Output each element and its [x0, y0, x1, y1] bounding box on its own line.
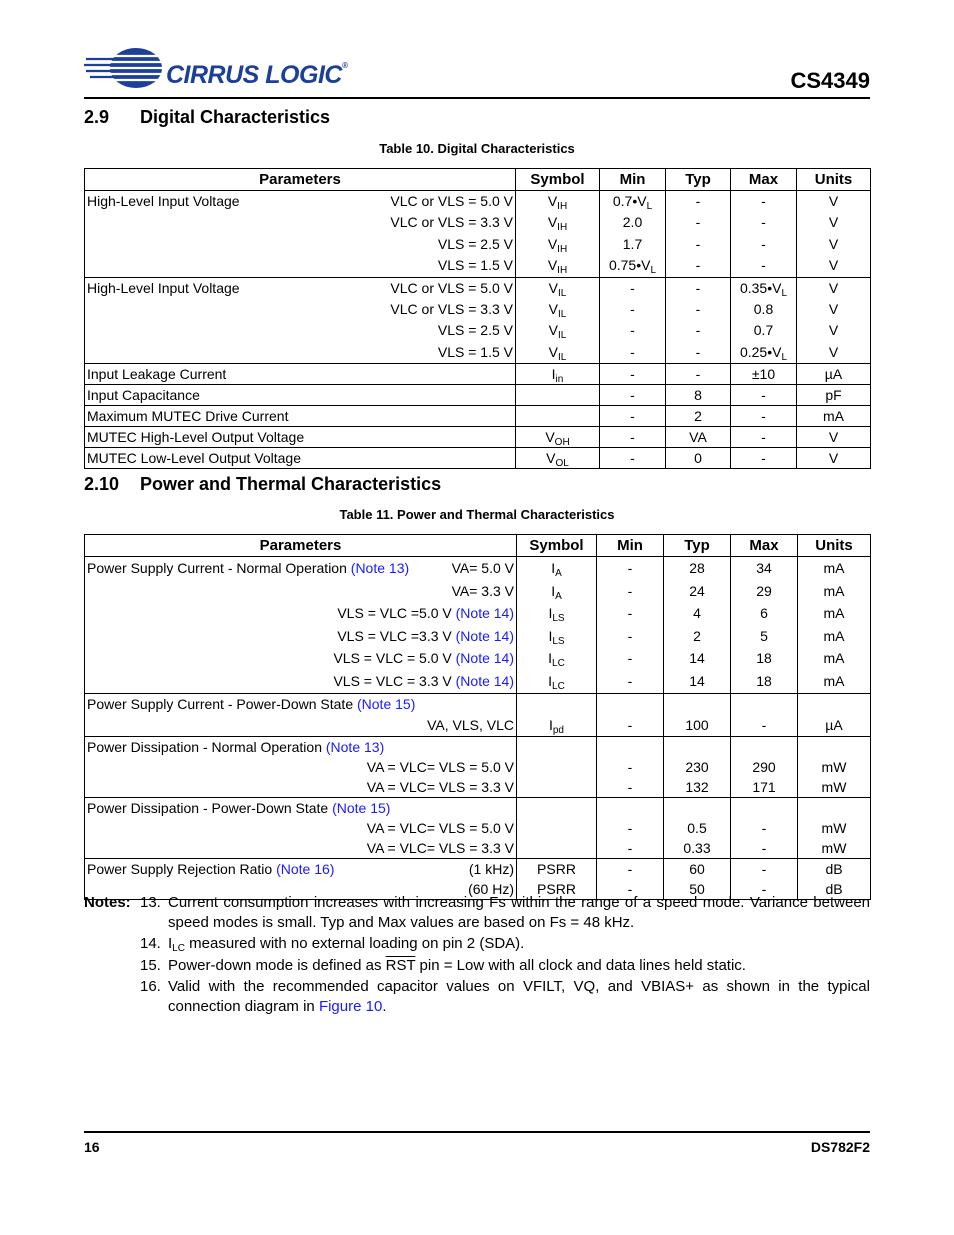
section-heading-power: 2.10 Power and Thermal Characteristics	[84, 474, 442, 494]
symbol-value: $V_{IL}$	[548, 322, 567, 342]
symbol-value: $V_{IH}$	[547, 257, 568, 277]
min-value: -	[627, 627, 633, 644]
column-header: Symbol	[516, 169, 600, 191]
symbol-value: $V_{OH}$	[545, 429, 570, 449]
column-header: Typ	[664, 535, 731, 557]
table-row	[85, 557, 871, 694]
symbol-value: $I_A$	[551, 560, 562, 579]
table-header-row	[85, 169, 871, 191]
typ-value: 132	[685, 779, 709, 796]
min-value: -	[627, 716, 633, 733]
column-header: Max	[731, 169, 797, 191]
parameter-label: MUTEC Low-Level Output Voltage	[87, 450, 301, 467]
symbol-value: $I_{LC}$	[548, 650, 565, 670]
note-13-link[interactable]: (Note 13)	[350, 560, 410, 576]
table-header-row	[85, 535, 871, 557]
parameter-label: High-Level Input Voltage	[87, 279, 240, 296]
condition-label: VLC or VLS = 3.3 V	[390, 214, 513, 231]
note-link[interactable]: (Note 14)	[455, 627, 514, 644]
unit-value: µA	[825, 716, 843, 733]
min-value: -	[627, 672, 633, 689]
max-value: 0.7	[753, 322, 774, 339]
typ-value: 4	[693, 605, 701, 622]
power-thermal-table	[84, 534, 871, 900]
unit-value: V	[828, 214, 839, 231]
condition-label: VA = VLC= VLS = 5.0 V	[366, 759, 514, 776]
max-value: -	[761, 881, 767, 898]
min-value: -	[630, 343, 635, 360]
digital-characteristics-table	[84, 168, 871, 469]
typ-value: 28	[689, 560, 705, 576]
unit-value: V	[828, 429, 839, 446]
typ-value: 24	[689, 582, 705, 599]
symbol-value: $V_{OL}$	[546, 450, 569, 470]
unit-value: V	[828, 450, 839, 467]
section-heading-digital: 2.9 Digital Characteristics	[84, 107, 331, 127]
unit-value: mW	[821, 840, 847, 857]
min-value: -	[627, 650, 633, 667]
condition-label: VLS = 1.5 V	[437, 343, 513, 360]
table-row	[85, 427, 871, 448]
min-value: $0.75•V_L$	[608, 257, 657, 277]
condition-label: VA, VLS, VLC	[427, 716, 514, 733]
typ-value: 0.33	[683, 840, 711, 857]
note-14: 14. $I_{LC}$ measured with no external loading on pin 2 (SDA).	[140, 935, 525, 954]
unit-value: V	[828, 279, 839, 296]
unit-value: µA	[824, 366, 843, 383]
note-15: 15. Power-down mode is defined as $\overline{RST}$ pin = Low with all clock and data lines held static.	[140, 956, 746, 974]
min-value: 2.0	[622, 214, 643, 231]
condition-label: VLS = VLC =5.0 V (Note 14)	[337, 605, 514, 622]
parameter-label: Power Dissipation - Power-Down State	[87, 800, 329, 817]
typ-value: 2	[693, 627, 701, 644]
part-number: CS4349	[790, 68, 870, 93]
swirl-logo-icon	[84, 44, 164, 96]
typ-value: -	[695, 300, 701, 317]
max-value: 5	[760, 627, 768, 644]
min-value: -	[627, 861, 633, 878]
note-link[interactable]: (Note 14)	[455, 650, 514, 667]
symbol-value: $V_{IH}$	[547, 214, 568, 234]
column-header: Min	[600, 169, 666, 191]
symbol-value: PSRR	[537, 861, 576, 878]
condition-label: VLS = VLC = 3.3 V (Note 14)	[333, 672, 514, 689]
symbol-value: $I_{LC}$	[548, 672, 565, 692]
max-value: -	[761, 387, 766, 404]
min-value: 1.7	[622, 235, 643, 252]
unit-value: V	[828, 257, 839, 274]
table-row	[85, 693, 871, 737]
symbol-value: $I_A$	[551, 582, 562, 602]
symbol-value: $V_{IH}$	[547, 235, 568, 255]
unit-value: mA	[823, 582, 845, 599]
unit-value: V	[828, 300, 839, 317]
min-value: -	[627, 881, 633, 898]
symbol-value: PSRR	[537, 881, 576, 898]
table-row	[85, 191, 871, 278]
parameter-label: Power Dissipation - Normal Operation	[87, 739, 322, 756]
condition-label: VLS = VLC = 5.0 V (Note 14)	[333, 650, 514, 667]
symbol-value: $V_{IH}$	[547, 193, 568, 212]
min-value: -	[630, 300, 635, 317]
unit-value: V	[828, 193, 839, 209]
min-value: -	[630, 322, 635, 339]
max-value: -	[761, 450, 766, 467]
unit-value: pF	[825, 387, 842, 404]
typ-value: 230	[685, 759, 709, 776]
max-value: -	[761, 408, 766, 425]
unit-value: mW	[821, 759, 847, 776]
condition-label: VA= 3.3 V	[451, 582, 514, 599]
column-header: Parameters	[85, 169, 516, 191]
column-header: Max	[731, 535, 798, 557]
max-value: 34	[756, 560, 772, 576]
typ-value: 2	[694, 408, 702, 425]
max-value: -	[761, 429, 766, 446]
condition-label: (60 Hz)	[468, 881, 514, 898]
table-row	[85, 406, 871, 427]
rst-pin-label: $\overline{RST}$	[385, 956, 416, 974]
condition-label: VLC or VLS = 5.0 V	[390, 279, 513, 296]
table-row	[85, 737, 871, 798]
typ-value: 0.5	[687, 820, 707, 837]
min-value: -	[630, 450, 635, 467]
symbol-value	[518, 385, 597, 405]
document-id: DS782F2	[810, 1139, 870, 1155]
column-header: Min	[597, 535, 664, 557]
column-header: Parameters	[85, 535, 517, 557]
max-value: -	[761, 861, 767, 878]
condition-label: VLS = 2.5 V	[437, 235, 513, 252]
condition-label: VLC or VLS = 5.0 V	[390, 193, 513, 209]
typ-value: 0	[694, 450, 702, 467]
parameter-label: Power Supply Current - Normal Operation	[87, 560, 347, 576]
condition-label: VLS = 2.5 V	[437, 322, 513, 339]
max-value: -	[761, 820, 767, 837]
min-value: -	[627, 779, 633, 796]
min-value: -	[627, 759, 633, 776]
note-16-link[interactable]: (Note 16)	[276, 861, 335, 878]
parameter-label: Power Supply Rejection Ratio	[87, 861, 273, 878]
notes-block	[84, 893, 870, 1018]
parameter-cell	[85, 277, 516, 364]
parameter-label: MUTEC High-Level Output Voltage	[87, 429, 305, 446]
parameter-label: Input Capacitance	[87, 387, 200, 404]
typ-value: -	[695, 343, 701, 360]
note-link[interactable]: (Note 14)	[455, 672, 514, 689]
unit-value: V	[828, 343, 839, 360]
min-value: -	[627, 820, 633, 837]
table-row	[85, 277, 871, 364]
min-value: -	[627, 582, 633, 599]
note-13: Notes: 13. Current consumption increases with increasing Fs within the range of a speed mode. Variance between speed modes is small. Typ and Max values are based on Fs = 48 kHz.	[84, 894, 870, 931]
typ-value: -	[695, 235, 701, 252]
note-16: 16. Valid with the recommended capacitor values on VFILT, VQ, and VBIAS+ as shown in the typical connection diagram in Figure 10.	[140, 978, 870, 1015]
unit-value: mA	[823, 650, 845, 667]
table-row	[85, 364, 871, 385]
brand-name: CIRRUS LOGIC®	[166, 61, 348, 89]
table-row	[85, 448, 871, 469]
parameter-label: Input Leakage Current	[87, 366, 227, 383]
min-value: -	[630, 366, 635, 383]
symbol-value: $I_{pd}$	[548, 716, 564, 736]
max-value: ±10	[751, 366, 776, 383]
min-value: -	[630, 387, 635, 404]
max-value: -	[761, 716, 767, 733]
symbol-value	[518, 406, 597, 426]
typ-value: -	[695, 322, 701, 339]
typ-value: VA	[689, 429, 707, 446]
max-value: -	[761, 235, 766, 252]
max-value: 290	[752, 759, 776, 776]
max-value: $0.25•V_L$	[739, 343, 788, 363]
min-value: -	[627, 605, 633, 622]
typ-value: -	[695, 193, 701, 209]
max-value: -	[761, 257, 766, 274]
typ-value: 14	[689, 672, 705, 689]
min-value: $0.7•V_L$	[612, 193, 653, 212]
typ-value: 50	[689, 881, 705, 898]
unit-value: mW	[821, 820, 847, 837]
footer-rule	[84, 1131, 870, 1133]
column-header: Units	[797, 169, 871, 191]
condition-label: VA = VLC= VLS = 5.0 V	[366, 820, 514, 837]
table-row	[85, 798, 871, 859]
symbol-value: $V_{IL}$	[548, 279, 567, 299]
unit-value: dB	[825, 881, 843, 898]
max-value: -	[761, 840, 767, 857]
symbol-value: $I_{in}$	[551, 366, 564, 386]
parameter-label: Power Supply Current - Power-Down State	[87, 695, 354, 712]
min-value: -	[627, 840, 633, 857]
column-header: Units	[798, 535, 871, 557]
parameter-cell	[85, 191, 516, 278]
condition-label: VA = VLC= VLS = 3.3 V	[366, 779, 514, 796]
unit-value: mA	[823, 408, 844, 425]
unit-value: mW	[821, 779, 847, 796]
column-header: Symbol	[517, 535, 597, 557]
symbol-value: $V_{IL}$	[548, 343, 567, 363]
typ-value: -	[695, 214, 701, 231]
max-value: -	[761, 193, 766, 209]
note-link[interactable]: (Note 15)	[332, 800, 391, 817]
min-value: -	[630, 408, 635, 425]
unit-value: V	[828, 322, 839, 339]
symbol-value: $V_{IL}$	[548, 300, 567, 320]
typ-value: -	[695, 366, 701, 383]
parameter-label: Maximum MUTEC Drive Current	[87, 408, 289, 425]
max-value: $0.35•V_L$	[739, 279, 788, 299]
condition-label: VA = VLC= VLS = 3.3 V	[366, 840, 514, 857]
condition-label: VLC or VLS = 3.3 V	[390, 300, 513, 317]
symbol-value: $I_{LS}$	[548, 627, 565, 647]
max-value: 29	[756, 582, 772, 599]
max-value: 18	[756, 672, 772, 689]
min-value: -	[627, 560, 633, 576]
max-value: 0.8	[753, 300, 774, 317]
unit-value: mA	[823, 627, 845, 644]
typ-value: 8	[694, 387, 702, 404]
table11-caption: Table 11. Power and Thermal Characteristics	[339, 507, 615, 522]
symbol-value: $I_{LS}$	[548, 605, 565, 625]
unit-value: V	[828, 235, 839, 252]
table10-caption: Table 10. Digital Characteristics	[379, 141, 575, 156]
column-header: Typ	[666, 169, 731, 191]
unit-value: mA	[823, 560, 845, 576]
note-link[interactable]: (Note 14)	[455, 605, 514, 622]
typ-value: 60	[689, 861, 705, 878]
max-value: 18	[756, 650, 772, 667]
figure-10-link[interactable]: Figure 10	[318, 997, 383, 1015]
condition-label: Power Supply Current - Normal Operation (Note 13) VA= 5.0 V	[87, 560, 514, 576]
typ-value: 100	[685, 716, 709, 733]
unit-value: mA	[823, 605, 845, 622]
max-value: 171	[752, 779, 776, 796]
note-link[interactable]: (Note 13)	[325, 739, 385, 756]
header-rule	[84, 97, 870, 99]
typ-value: 14	[689, 650, 705, 667]
typ-value: -	[695, 279, 701, 296]
page-number: 16	[84, 1139, 100, 1155]
min-value: -	[630, 279, 635, 296]
unit-value: mA	[823, 672, 845, 689]
typ-value: -	[695, 257, 701, 274]
condition-label: VLS = VLC =3.3 V (Note 14)	[337, 627, 514, 644]
table-row	[85, 385, 871, 406]
parameter-label: High-Level Input Voltage	[87, 193, 240, 209]
note-15-link[interactable]: (Note 15)	[357, 695, 416, 712]
condition-label: VLS = 1.5 V	[437, 257, 513, 274]
min-value: -	[630, 429, 635, 446]
cirrus-logic-logo	[84, 44, 352, 96]
max-value: 6	[760, 605, 768, 622]
condition-label: Power Supply Rejection Ratio (Note 16) (1 kHz)	[87, 861, 514, 878]
unit-value: dB	[825, 861, 843, 878]
max-value: -	[761, 214, 766, 231]
